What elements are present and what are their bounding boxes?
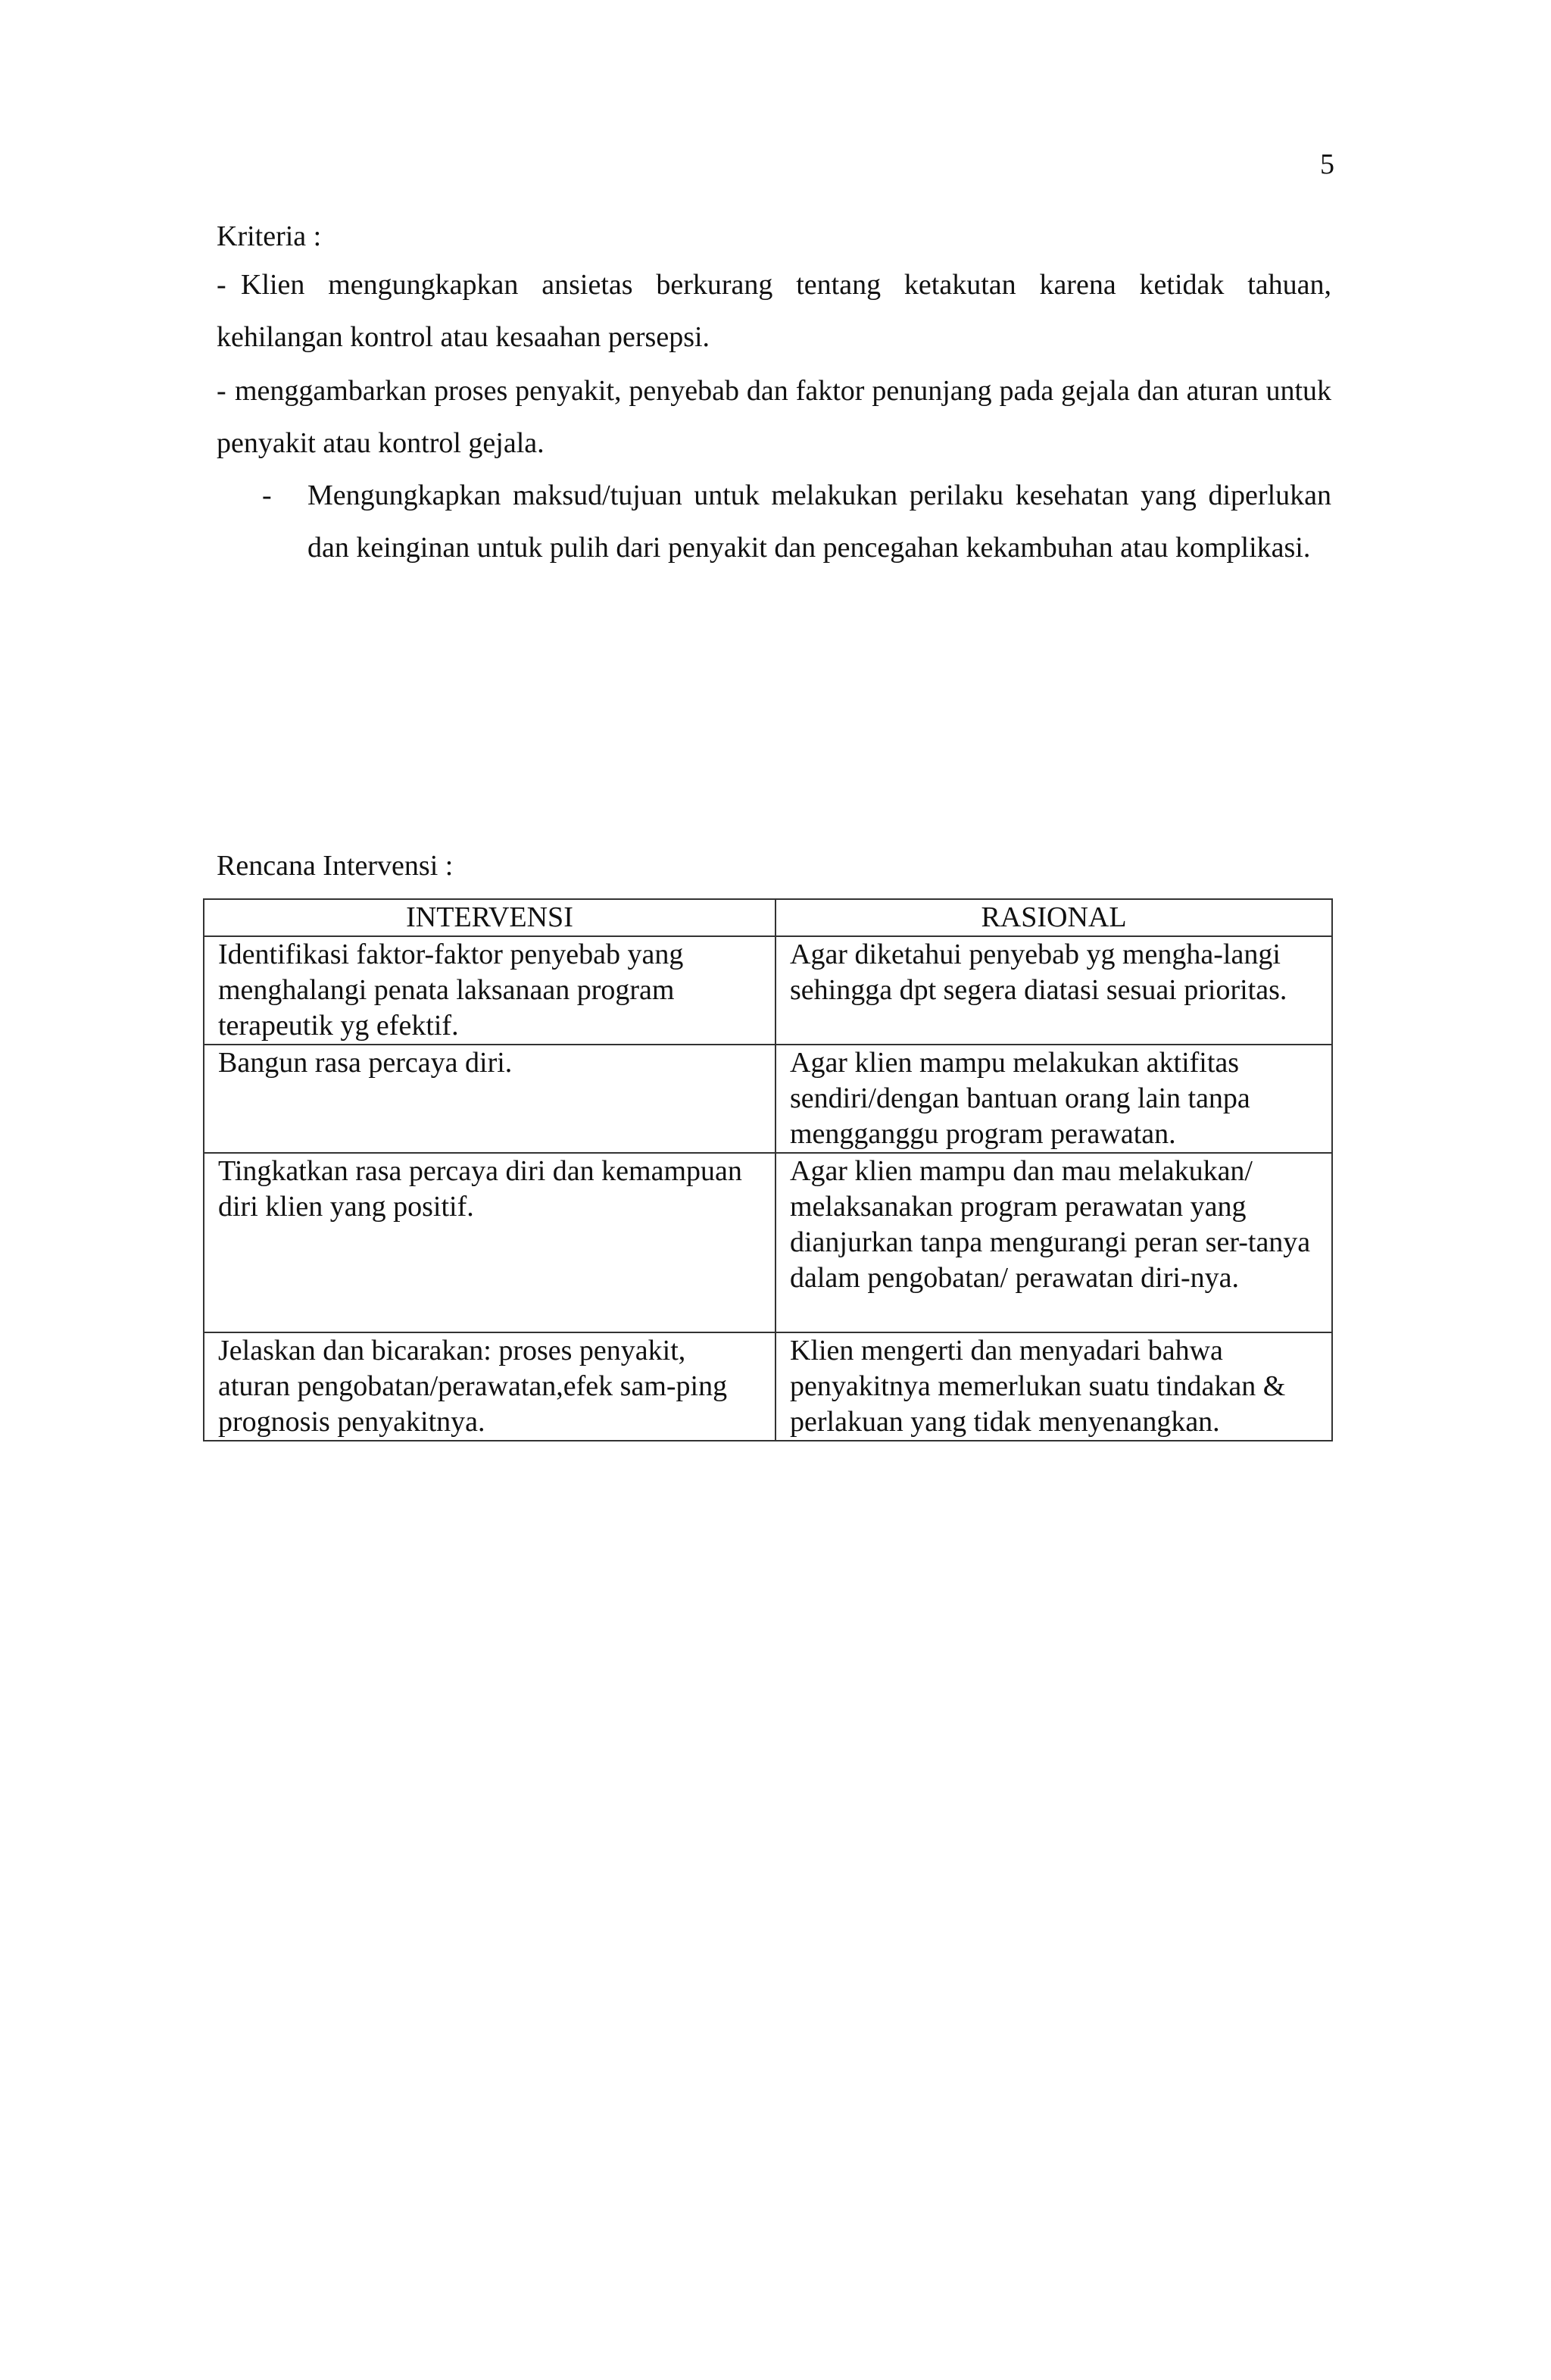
- intervention-table: [203, 898, 1333, 1441]
- criteria-item: [217, 365, 1331, 470]
- criteria-item-text: menggambarkan proses penyakit, penyebab dan faktor penunjang pada gejala dan aturan untuk penyakit atau kontrol gejala.: [217, 375, 1331, 459]
- criteria-item-text: Klien mengungkapkan ansietas berkurang tentang ketakutan karena ketidak tahuan, kehilangan kontrol atau kesaahan persepsi.: [217, 269, 1331, 353]
- criteria-heading: Kriteria :: [217, 220, 322, 252]
- table-row: [204, 1153, 1332, 1332]
- intervensi-cell: Jelaskan dan bicarakan: proses penyakit, aturan pengobatan/perawatan,efek sam-ping prognosis penyakitnya.: [204, 1332, 776, 1441]
- criteria-item: [262, 470, 1331, 574]
- criteria-item: [217, 259, 1331, 364]
- rasional-cell: Agar klien mampu dan mau melakukan/ melaksanakan program perawatan yang dianjurkan tanpa mengurangi peran ser-tanya dalam pengobatan/ perawatan diri-nya.: [776, 1153, 1332, 1332]
- table-row: [204, 936, 1332, 1045]
- criteria-item-text: Mengungkapkan maksud/tujuan untuk melakukan perilaku kesehatan yang diperlukan dan keinginan untuk pulih dari penyakit dan pencegahan kekambuhan atau komplikasi.: [307, 479, 1331, 564]
- intervensi-cell: Bangun rasa percaya diri.: [204, 1045, 776, 1153]
- rasional-cell: Agar klien mampu melakukan aktifitas sendiri/dengan bantuan orang lain tanpa mengganggu program perawatan.: [776, 1045, 1332, 1153]
- column-header-rasional: RASIONAL: [776, 899, 1332, 936]
- rasional-cell: Agar diketahui penyebab yg mengha-langi sehingga dpt segera diatasi sesuai prioritas.: [776, 936, 1332, 1045]
- intervention-plan-heading: Rencana Intervensi :: [217, 850, 454, 882]
- intervensi-cell: Identifikasi faktor-faktor penyebab yang menghalangi penata laksanaan program terapeutik yg efektif.: [204, 936, 776, 1045]
- list-marker: -: [217, 269, 226, 301]
- column-header-intervensi: INTERVENSI: [204, 899, 776, 936]
- table-header-row: [204, 899, 1332, 936]
- page-number: 5: [1320, 148, 1334, 180]
- list-marker: -: [262, 479, 272, 511]
- table-row: [204, 1045, 1332, 1153]
- table-row: [204, 1332, 1332, 1441]
- rasional-cell: Klien mengerti dan menyadari bahwa penyakitnya memerlukan suatu tindakan & perlakuan yang tidak menyenangkan.: [776, 1332, 1332, 1441]
- intervensi-cell: Tingkatkan rasa percaya diri dan kemampuan diri klien yang positif.: [204, 1153, 776, 1332]
- list-marker: -: [217, 375, 226, 407]
